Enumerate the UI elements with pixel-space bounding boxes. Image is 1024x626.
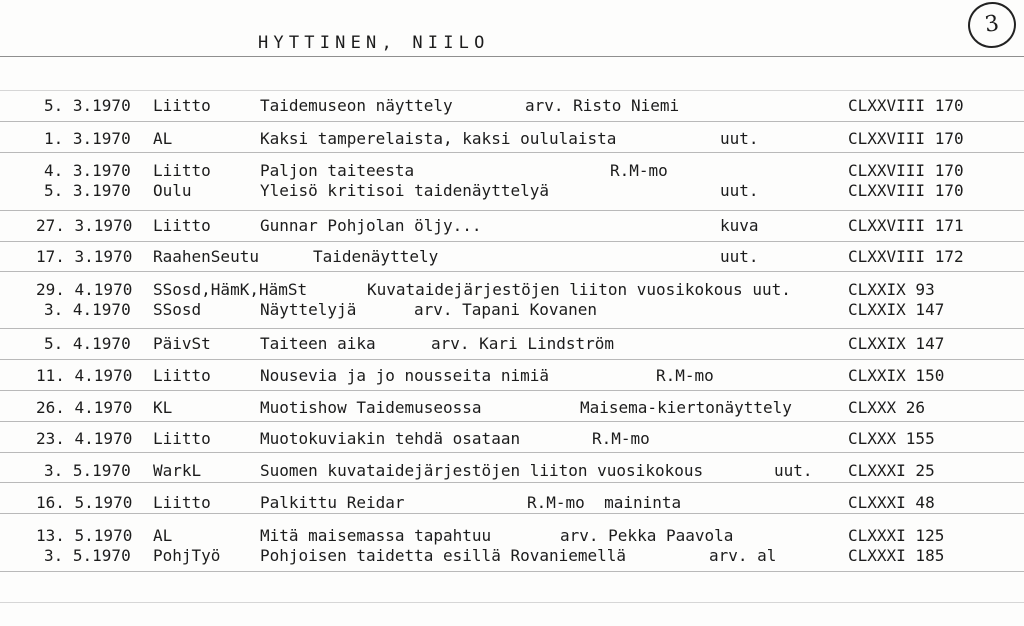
entry-date: 27. 3.1970: [36, 216, 133, 235]
entry-date: 5. 4.1970: [44, 334, 131, 353]
entry-ref: CLXXIX 150: [848, 366, 945, 385]
entry-ref: CLXXXI 48: [848, 493, 935, 512]
ruled-line: [0, 421, 1024, 422]
entry-title: Muotishow Taidemuseossa: [260, 398, 482, 417]
entry-title: Kuvataidejärjestöjen liiton vuosikokous uut.: [367, 280, 791, 299]
entry-note: arv. Pekka Paavola: [560, 526, 734, 545]
entry-note: arv. Risto Niemi: [525, 96, 680, 115]
entry-title: Taiteen aika: [260, 334, 376, 353]
entry-title: Taidenäyttely: [313, 247, 439, 266]
entry-type: uut.: [720, 181, 759, 200]
ruled-line: [0, 390, 1024, 391]
entry-note: R.M-mo maininta: [527, 493, 682, 512]
entry-source: Liitto: [153, 366, 211, 385]
entry-title: Kaksi tamperelaista, kaksi oululaista: [260, 129, 617, 148]
entry-date: 26. 4.1970: [36, 398, 133, 417]
ruled-line: [0, 90, 1024, 91]
entry-note: arv. al: [709, 546, 777, 565]
entry-source: WarkL: [153, 461, 202, 480]
entry-date: 3. 4.1970: [44, 300, 131, 319]
ruled-line: [0, 241, 1024, 242]
entry-title: Näyttelyjä: [260, 300, 357, 319]
entry-source: RaahenSeutu: [153, 247, 259, 266]
entry-ref: CLXXIX 147: [848, 300, 945, 319]
entry-title: Paljon taiteesta: [260, 161, 415, 180]
entry-ref: CLXXX 155: [848, 429, 935, 448]
entry-source: SSosd: [153, 300, 202, 319]
entry-note: arv. Tapani Kovanen: [414, 300, 598, 319]
entry-source: SSosd,HämK,HämSt: [153, 280, 308, 299]
entry-source: AL: [153, 129, 173, 148]
entry-title: Mitä maisemassa tapahtuu: [260, 526, 492, 545]
entry-date: 1. 3.1970: [44, 129, 131, 148]
entry-source: Liitto: [153, 161, 211, 180]
entry-title: Gunnar Pohjolan öljy...: [260, 216, 482, 235]
entry-date: 11. 4.1970: [36, 366, 133, 385]
entry-title: Pohjoisen taidetta esillä Rovaniemellä: [260, 546, 627, 565]
entry-ref: CLXXXI 125: [848, 526, 945, 545]
entry-note: R.M-mo: [610, 161, 668, 180]
entry-ref: CLXXIX 93: [848, 280, 935, 299]
entry-note: Maisema-kiertonäyttely: [580, 398, 792, 417]
header-rule: [0, 56, 1024, 57]
entry-note: arv. Kari Lindström: [431, 334, 615, 353]
entry-source: Oulu: [153, 181, 192, 200]
entry-date: 4. 3.1970: [44, 161, 131, 180]
entry-ref: CLXXX 26: [848, 398, 926, 417]
entry-ref: CLXXVIII 170: [848, 96, 964, 115]
ruled-line: [0, 359, 1024, 360]
entry-ref: CLXXVIII 170: [848, 161, 964, 180]
entry-date: 29. 4.1970: [36, 280, 133, 299]
ruled-line: [0, 152, 1024, 153]
entry-date: 17. 3.1970: [36, 247, 133, 266]
entry-source: Liitto: [153, 216, 211, 235]
entry-source: AL: [153, 526, 173, 545]
ruled-line: [0, 602, 1024, 603]
entry-ref: CLXXVIII 170: [848, 181, 964, 200]
entry-source: KL: [153, 398, 173, 417]
entry-date: 5. 3.1970: [44, 96, 131, 115]
entry-title: Suomen kuvataidejärjestöjen liiton vuosikokous: [260, 461, 704, 480]
entry-ref: CLXXVIII 170: [848, 129, 964, 148]
ruled-line: [0, 571, 1024, 572]
entry-ref: CLXXXI 25: [848, 461, 935, 480]
entry-title: Palkittu Reidar: [260, 493, 405, 512]
ruled-line: [0, 513, 1024, 514]
page-number-badge: 3: [965, 0, 1019, 51]
entry-date: 3. 5.1970: [44, 546, 131, 565]
entry-type: uut.: [720, 247, 759, 266]
entry-type: uut.: [720, 129, 759, 148]
ruled-line: [0, 328, 1024, 329]
entry-source: Liitto: [153, 429, 211, 448]
ruled-line: [0, 452, 1024, 453]
entry-ref: CLXXXI 185: [848, 546, 945, 565]
entry-source: PäivSt: [153, 334, 211, 353]
entry-date: 16. 5.1970: [36, 493, 133, 512]
entry-date: 5. 3.1970: [44, 181, 131, 200]
ruled-line: [0, 271, 1024, 272]
entry-ref: CLXXIX 147: [848, 334, 945, 353]
entry-note: R.M-mo: [592, 429, 650, 448]
entry-type: kuva: [720, 216, 759, 235]
entry-date: 23. 4.1970: [36, 429, 133, 448]
entry-date: 13. 5.1970: [36, 526, 133, 545]
ruled-line: [0, 121, 1024, 122]
entry-title: Muotokuviakin tehdä osataan: [260, 429, 521, 448]
entry-source: PohjTyö: [153, 546, 221, 565]
ruled-line: [0, 210, 1024, 211]
entry-title: Yleisö kritisoi taidenäyttelyä: [260, 181, 549, 200]
entry-title: Nousevia ja jo nousseita nimiä: [260, 366, 549, 385]
entry-title: Taidemuseon näyttely: [260, 96, 453, 115]
entry-source: Liitto: [153, 493, 211, 512]
ruled-line: [0, 482, 1024, 483]
entry-ref: CLXXVIII 172: [848, 247, 964, 266]
entry-source: Liitto: [153, 96, 211, 115]
entry-note: R.M-mo: [656, 366, 714, 385]
entry-date: 3. 5.1970: [44, 461, 131, 480]
entry-ref: CLXXVIII 171: [848, 216, 964, 235]
entry-type: uut.: [774, 461, 813, 480]
card-title: HYTTINEN, NIILO: [258, 33, 490, 53]
